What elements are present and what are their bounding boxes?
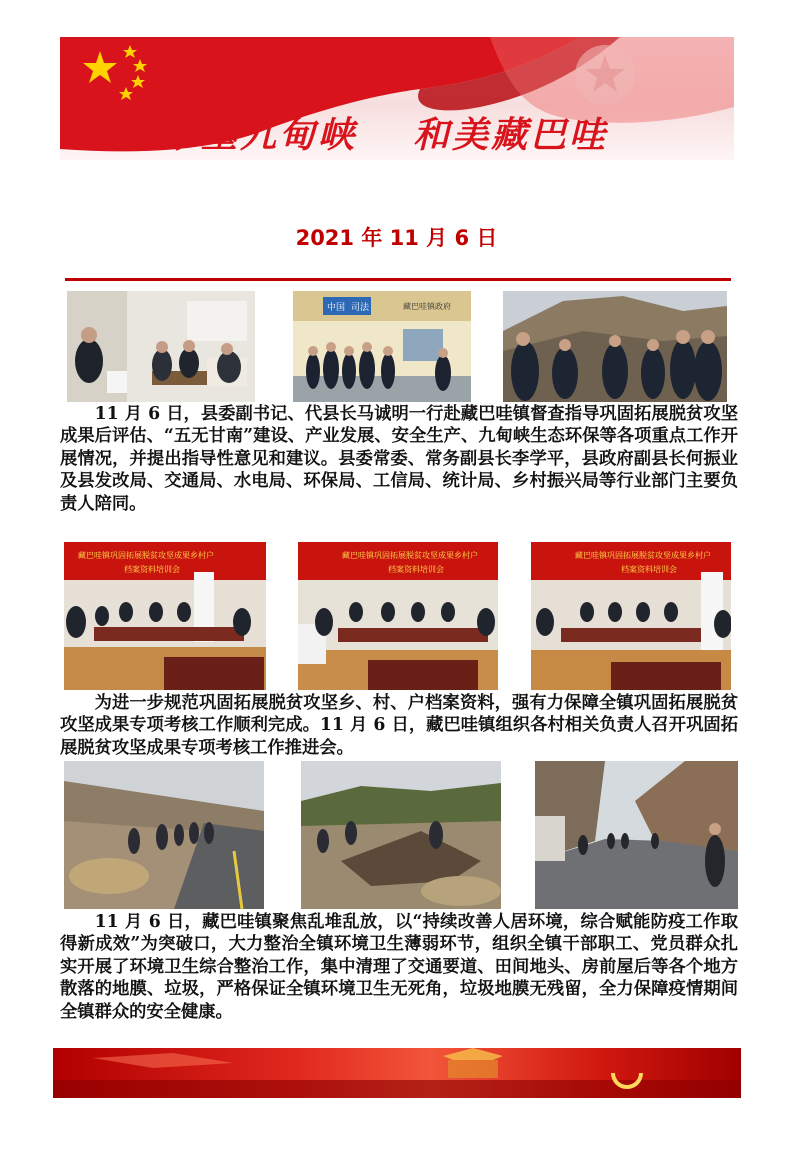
photo-cleanup-valley [535,761,738,909]
photo-meeting-office [67,291,255,402]
photo-mountain-inspection [503,291,727,402]
svg-text:藏巴哇镇巩固拓展脱贫攻坚成果乡村户: 藏巴哇镇巩固拓展脱贫攻坚成果乡村户 [78,551,214,560]
paragraph-3: 11 月 6 日，藏巴哇镇聚焦乱堆乱放，以“持续改善人居环境，综合赋能防疫工作取得新成效”为突破口，大力整治全镇环境卫生薄弱环节，组织全镇干部职工、党员群众扎实开展了环境卫生综合整治工作，集中清理了交通要道、田间地头、房前屋后等各个地方散落的地膜、垃圾，严格保证全镇环境卫生无死角，垃圾地膜无残留，全力保障疫情期间全镇群众的安全健康。 [60,912,738,1022]
slogan-left: 水墨九甸峡 [162,114,358,156]
slogan-right: 和美藏巴哇 [413,114,609,156]
photo-training-2 [298,542,498,690]
svg-text:藏巴哇镇政府: 藏巴哇镇政府 [403,302,451,311]
svg-text:司法: 司法 [351,303,370,313]
banner-slogan [60,107,734,158]
header-banner [60,37,734,160]
photo-cleanup-field [301,761,501,909]
photo-training-3 [531,542,731,690]
svg-text:档案资料培训会: 档案资料培训会 [124,565,180,574]
red-divider [65,278,731,281]
paragraph-1: 11 月 6 日，县委副书记、代县长马诚明一行赴藏巴哇镇督查指导巩固拓展脱贫攻坚成果后评估、“五无甘南”建设、产业发展、安全生产、九甸峡生态环保等各项重点工作开展情况，并提出指导性意见和建议。县委常委、常务副县长李学平，县政府副县长何振业及县发改局、交通局、水电局、环保局、工信局、统计局、乡村振兴局等行业部门主要负责人陪同。 [60,404,738,514]
svg-text:藏巴哇镇巩固拓展脱贫攻坚成果乡村户: 藏巴哇镇巩固拓展脱贫攻坚成果乡村户 [342,551,478,560]
photo-training-1 [64,542,266,690]
paragraph-2: 为进一步规范巩固拓展脱贫攻坚乡、村、户档案资料，强有力保障全镇巩固拓展脱贫攻坚成果专项考核工作顺利完成。11 月 6 日，藏巴哇镇组织各村相关负责人召开巩固拓展脱贫攻坚成果专项考核工作推进会。 [60,693,738,758]
svg-text:档案资料培训会: 档案资料培训会 [388,565,444,574]
photo-cleanup-road [64,761,264,909]
svg-text:中国: 中国 [327,303,346,313]
photo-town-building [293,291,471,402]
page-date: 2021 年 11 月 6 日 [295,226,498,250]
footer-banner [53,1048,741,1098]
svg-text:藏巴哇镇巩固拓展脱贫攻坚成果乡村户: 藏巴哇镇巩固拓展脱贫攻坚成果乡村户 [575,551,711,560]
svg-text:档案资料培训会: 档案资料培训会 [621,565,677,574]
